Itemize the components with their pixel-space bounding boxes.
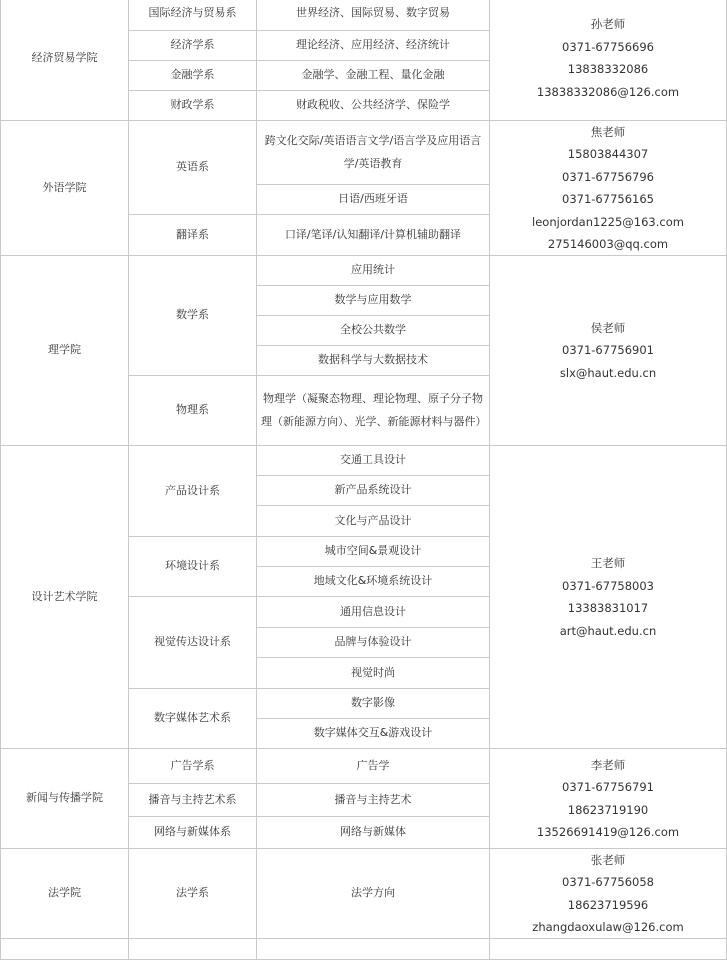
college-cell bbox=[0, 446, 129, 749]
contact-email: 13526691419@126.com bbox=[536, 825, 680, 839]
contact-name: 孙老师 bbox=[590, 17, 626, 31]
contact-phone: 0371-67756901 bbox=[562, 343, 654, 358]
major-cell bbox=[257, 567, 490, 597]
continuation-cell bbox=[257, 939, 490, 960]
major-cell bbox=[257, 597, 490, 628]
major-name: 数据科学与大数据技术 bbox=[318, 353, 428, 367]
college-name: 法学院 bbox=[48, 886, 81, 900]
department-cell bbox=[129, 784, 257, 817]
major-cell bbox=[257, 61, 490, 91]
major-name: 日语/西班牙语 bbox=[338, 192, 408, 206]
continuation-cell bbox=[0, 939, 129, 960]
major-cell bbox=[257, 658, 490, 689]
major-cell bbox=[257, 749, 490, 784]
continuation-cell bbox=[490, 939, 727, 960]
contact-email: 13838332086@126.com bbox=[536, 84, 680, 99]
college-cell bbox=[0, 256, 129, 446]
department-cell bbox=[129, 376, 257, 446]
major-cell bbox=[257, 316, 490, 346]
department-name: 产品设计系 bbox=[165, 483, 220, 497]
major-cell bbox=[257, 476, 490, 506]
contact-phone: 0371-67756058 bbox=[562, 875, 654, 889]
department-cell bbox=[129, 31, 257, 61]
contact-cell bbox=[490, 121, 727, 256]
department-cell bbox=[129, 256, 257, 376]
major-cell bbox=[257, 537, 490, 567]
contact-name: 王老师 bbox=[590, 556, 626, 570]
contact-phone: 0371-67756796 bbox=[562, 169, 654, 184]
department-name: 翻译系 bbox=[176, 227, 209, 241]
contact-email: slx@haut.edu.cn bbox=[559, 365, 657, 380]
department-name: 网络与新媒体系 bbox=[154, 825, 231, 839]
department-cell bbox=[129, 749, 257, 784]
department-name: 数字媒体艺术系 bbox=[154, 711, 231, 725]
contact-phone: 13383831017 bbox=[567, 601, 649, 615]
department-name: 广告学系 bbox=[170, 758, 215, 772]
department-cell bbox=[129, 597, 257, 689]
contact-phone: 18623719596 bbox=[567, 897, 649, 912]
department-cell bbox=[129, 689, 257, 749]
major-name: 财政税收、公共经济学、保险学 bbox=[296, 98, 450, 112]
contact-name: 李老师 bbox=[590, 757, 626, 772]
major-name: 广告学 bbox=[356, 758, 390, 772]
major-cell bbox=[257, 376, 490, 446]
department-name: 视觉传达设计系 bbox=[154, 635, 231, 649]
major-name: 应用统计 bbox=[351, 263, 395, 277]
college-name: 外语学院 bbox=[42, 180, 87, 194]
contact-email: art@haut.edu.cn bbox=[559, 623, 657, 638]
major-name: 交通工具设计 bbox=[340, 453, 406, 467]
major-cell bbox=[257, 346, 490, 376]
contact-email: 275146003@qq.com bbox=[547, 237, 669, 251]
major-cell bbox=[257, 689, 490, 719]
major-cell bbox=[257, 31, 490, 61]
major-name: 通用信息设计 bbox=[340, 604, 406, 618]
department-cell bbox=[129, 121, 257, 215]
department-cell bbox=[129, 446, 257, 537]
major-name: 新产品系统设计 bbox=[334, 483, 412, 497]
department-name: 数学系 bbox=[176, 308, 209, 322]
major-cell bbox=[257, 446, 490, 476]
major-name: 品牌与体验设计 bbox=[334, 635, 412, 649]
major-name: 跨文化交际/英语语言文学/语言学及应用语言学/英语教育 bbox=[264, 134, 482, 170]
continuation-cell bbox=[129, 939, 257, 960]
contact-name: 侯老师 bbox=[590, 320, 626, 335]
contact-cell bbox=[490, 446, 727, 749]
college-name: 经济贸易学院 bbox=[31, 50, 98, 64]
college-cell bbox=[0, 121, 129, 256]
major-name: 网络与新媒体 bbox=[340, 825, 406, 839]
contact-cell bbox=[490, 749, 727, 849]
major-cell bbox=[257, 286, 490, 316]
major-cell bbox=[257, 185, 490, 215]
contact-phone: 18623719190 bbox=[567, 802, 649, 817]
contact-phone: 0371-67756791 bbox=[562, 780, 654, 794]
contact-name: 张老师 bbox=[590, 852, 626, 867]
department-name: 播音与主持艺术系 bbox=[148, 792, 237, 806]
department-cell bbox=[129, 61, 257, 91]
college-cell bbox=[0, 749, 129, 849]
contact-email: leonjordan1225@163.com bbox=[532, 214, 684, 229]
department-cell bbox=[129, 849, 257, 939]
major-name: 文化与产品设计 bbox=[334, 513, 412, 527]
major-name: 数字影像 bbox=[351, 696, 395, 710]
contact-phone: 0371-67758003 bbox=[562, 578, 654, 593]
college-cell bbox=[0, 849, 129, 939]
contact-cell bbox=[490, 0, 727, 121]
major-name: 数学与应用数学 bbox=[334, 293, 412, 307]
department-name: 环境设计系 bbox=[165, 559, 220, 573]
major-cell bbox=[257, 719, 490, 749]
contact-phone: 0371-67756165 bbox=[562, 192, 654, 206]
department-cell bbox=[129, 91, 257, 121]
department-name: 国际经济与贸易系 bbox=[148, 5, 237, 19]
contact-email: zhangdaoxulaw@126.com bbox=[532, 920, 684, 934]
major-name: 视觉时尚 bbox=[351, 665, 395, 679]
major-name: 金融学、金融工程、量化金融 bbox=[301, 68, 445, 82]
major-cell bbox=[257, 0, 490, 31]
college-cell bbox=[0, 0, 129, 121]
major-cell bbox=[257, 506, 490, 537]
department-cell bbox=[129, 0, 257, 31]
college-name: 设计艺术学院 bbox=[31, 589, 98, 603]
major-cell bbox=[257, 784, 490, 817]
major-cell bbox=[257, 256, 490, 286]
department-cell bbox=[129, 215, 257, 256]
department-name: 经济学系 bbox=[170, 38, 215, 52]
department-name: 法学系 bbox=[176, 886, 209, 900]
college-name: 新闻与传播学院 bbox=[26, 791, 103, 805]
major-name: 数字媒体交互&游戏设计 bbox=[313, 726, 433, 740]
major-name: 播音与主持艺术 bbox=[334, 792, 412, 806]
department-name: 英语系 bbox=[176, 160, 209, 174]
major-name: 物理学（凝聚态物理、理论物理、原子分子物理（新能源方向）、光学、新能源材料与器件） bbox=[261, 392, 487, 428]
major-name: 世界经济、国际贸易、数字贸易 bbox=[296, 5, 450, 19]
major-cell bbox=[257, 849, 490, 939]
contact-phone: 0371-67756696 bbox=[562, 39, 654, 54]
major-cell bbox=[257, 628, 490, 658]
major-name: 口译/笔译/认知翻译/计算机辅助翻译 bbox=[284, 227, 462, 241]
major-cell bbox=[257, 91, 490, 121]
contact-phone: 13838332086 bbox=[567, 62, 649, 76]
department-name: 物理系 bbox=[176, 403, 209, 417]
major-cell bbox=[257, 817, 490, 849]
department-cell bbox=[129, 537, 257, 597]
major-cell bbox=[257, 121, 490, 185]
department-name: 财政学系 bbox=[170, 98, 215, 112]
contact-phone: 15803844307 bbox=[567, 147, 649, 161]
major-name: 地域文化&环境系统设计 bbox=[313, 574, 433, 588]
contact-cell bbox=[490, 849, 727, 939]
contact-name: 焦老师 bbox=[590, 124, 626, 139]
contact-cell bbox=[490, 256, 727, 446]
department-name: 金融学系 bbox=[170, 68, 215, 82]
department-cell bbox=[129, 817, 257, 849]
major-name: 全校公共数学 bbox=[340, 323, 406, 337]
major-name: 理论经济、应用经济、经济统计 bbox=[296, 38, 450, 52]
major-cell bbox=[257, 215, 490, 256]
college-name: 理学院 bbox=[48, 343, 81, 357]
major-name: 法学方向 bbox=[351, 886, 395, 900]
major-name: 城市空间&景观设计 bbox=[324, 544, 422, 558]
